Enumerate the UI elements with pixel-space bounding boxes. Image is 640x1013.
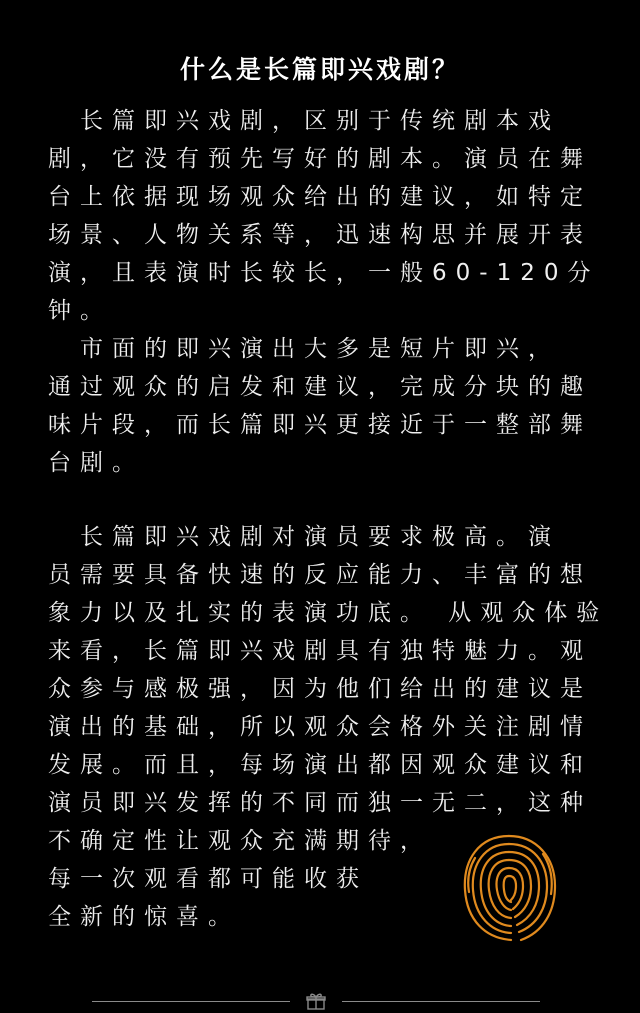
paragraph-line: 市面的即兴演出大多是短片即兴， <box>48 336 560 362</box>
fingerprint-icon <box>455 828 563 946</box>
paragraph-line: 味片段，而长篇即兴更接近于一整部舞 <box>48 412 592 438</box>
paragraph-line: 长篇即兴戏剧对演员要求极高。演 <box>48 524 560 550</box>
paragraph-line: 台剧。 <box>48 450 144 476</box>
paragraph-line: 台上依据现场观众给出的建议，如特定 <box>48 184 592 210</box>
paragraph-line: 通过观众的启发和建议，完成分块的趣 <box>48 374 592 400</box>
paragraph-line: 剧，它没有预先写好的剧本。演员在舞 <box>48 146 592 172</box>
paragraph-line: 演，且表演时长较长，一般60-120分 <box>48 260 600 286</box>
footer-divider-left <box>92 1001 290 1002</box>
paragraph-line: 全新的惊喜。 <box>48 904 240 930</box>
gift-icon <box>305 992 327 1010</box>
paragraph-line: 来看，长篇即兴戏剧具有独特魅力。观 <box>48 638 592 664</box>
footer-divider-right <box>342 1001 540 1002</box>
paragraph-line: 演出的基础，所以观众会格外关注剧情 <box>48 714 592 740</box>
paragraph-line: 钟。 <box>48 298 112 324</box>
paragraph-line: 长篇即兴戏剧，区别于传统剧本戏 <box>48 108 560 134</box>
paragraph-line: 员需要具备快速的反应能力、丰富的想 <box>48 562 592 588</box>
paragraph-line: 发展。而且，每场演出都因观众建议和 <box>48 752 592 778</box>
article-title: 什么是长篇即兴戏剧？ <box>179 55 460 84</box>
paragraph-line: 众参与感极强，因为他们给出的建议是 <box>48 676 592 702</box>
paragraph-line: 不确定性让观众充满期待， <box>48 828 432 854</box>
paragraph-line: 象力以及扎实的表演功底。 从观众体验 <box>48 600 609 626</box>
paragraph-line: 演员即兴发挥的不同而独一无二，这种 <box>48 790 592 816</box>
paragraph-line: 每一次观看都可能收获 <box>48 866 368 892</box>
paragraph-line: 场景、人物关系等，迅速构思并展开表 <box>48 222 592 248</box>
